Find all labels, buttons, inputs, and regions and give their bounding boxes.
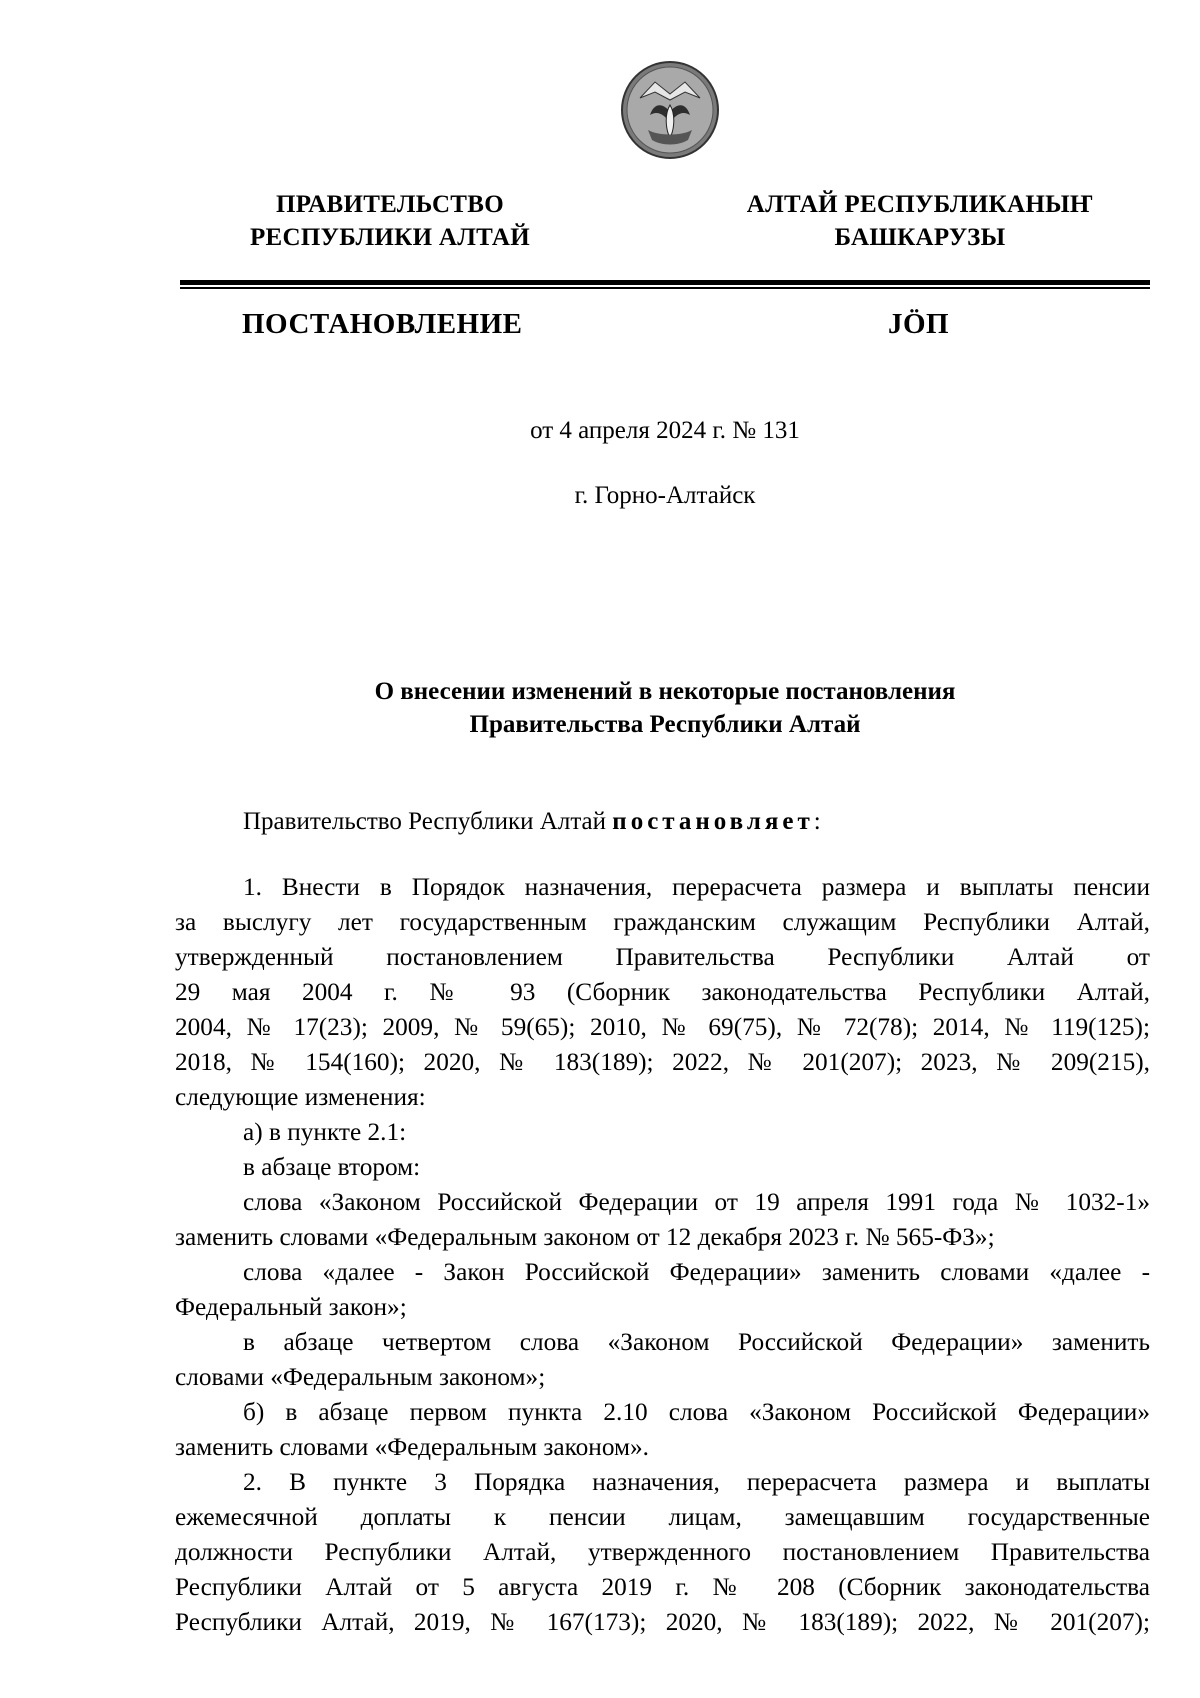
header-right-altai bbox=[720, 188, 1120, 254]
body-line: должности Республики Алтай, утвержденного постановлением Правительства bbox=[175, 1538, 1150, 1566]
body-line: 2004, № 17(23); 2009, № 59(65); 2010, № 69(75), № 72(78); 2014, № 119(125); bbox=[175, 1013, 1150, 1041]
header-divider-thick bbox=[180, 280, 1150, 285]
header-divider-thin bbox=[180, 287, 1150, 289]
body-line: утвержденный постановлением Правительства Республики Алтай от bbox=[175, 943, 1150, 971]
body-line: 29 мая 2004 г. № 93 (Сборник законодательства Республики Алтай, bbox=[175, 978, 1150, 1006]
header-left-line-2: РЕСПУБЛИКИ АЛТАЙ bbox=[249, 224, 530, 251]
header-right-line-2: БАШКАРУЗЫ bbox=[834, 224, 1006, 251]
header-left-russian bbox=[200, 188, 580, 254]
body-line: в абзаце четвертом слова «Законом Российской Федерации» заменить bbox=[243, 1328, 1150, 1356]
body-line: за выслугу лет государственным гражданским служащим Республики Алтай, bbox=[175, 908, 1150, 936]
header-right-line-1: АЛТАЙ РЕСПУБЛИКАНЫҤ bbox=[746, 191, 1094, 218]
intro-text: Правительство Республики Алтай bbox=[243, 808, 607, 835]
body-line: слова «далее - Закон Российской Федерации» заменить словами «далее - bbox=[243, 1258, 1150, 1286]
header-left-line-1: ПРАВИТЕЛЬСТВО bbox=[276, 191, 504, 218]
document-body bbox=[175, 870, 1150, 1640]
body-line: заменить словами «Федеральным законом». bbox=[175, 1433, 649, 1461]
body-line: словами «Федеральным законом»; bbox=[175, 1363, 546, 1391]
intro-suffix: : bbox=[813, 808, 821, 835]
body-line: 2. В пункте 3 Порядка назначения, перерасчета размера и выплаты bbox=[243, 1468, 1150, 1496]
decree-type-altai: JӦП bbox=[888, 308, 950, 340]
body-line: Федеральный закон»; bbox=[175, 1293, 407, 1321]
title-line-1: О внесении изменений в некоторые постановления bbox=[374, 678, 956, 705]
body-line: следующие изменения: bbox=[175, 1083, 426, 1111]
body-line: ежемесячной доплаты к пенсии лицам, замещавшим государственные bbox=[175, 1503, 1150, 1531]
body-line: 1. Внести в Порядок назначения, перерасчета размера и выплаты пенсии bbox=[243, 873, 1150, 901]
body-line: 2018, № 154(160); 2020, № 183(189); 2022, № 201(207); 2023, № 209(215), bbox=[175, 1048, 1150, 1076]
coat-of-arms-emblem bbox=[620, 60, 720, 160]
body-line: Республики Алтай, 2019, № 167(173); 2020, № 183(189); 2022, № 201(207); bbox=[175, 1608, 1150, 1636]
body-line: в абзаце втором: bbox=[243, 1153, 421, 1181]
decree-city: г. Горно-Алтайск bbox=[574, 482, 756, 509]
body-line: заменить словами «Федеральным законом от 12 декабря 2023 г. № 565-ФЗ»; bbox=[175, 1223, 995, 1251]
decree-date-number: от 4 апреля 2024 г. № 131 bbox=[530, 417, 800, 444]
body-line: а) в пункте 2.1: bbox=[243, 1118, 407, 1146]
intro-sentence bbox=[243, 808, 821, 836]
document-title bbox=[180, 675, 1150, 741]
body-line: слова «Законом Российской Федерации от 19 апреля 1991 года № 1032-1» bbox=[243, 1188, 1150, 1216]
intro-emphasis: постановляет bbox=[612, 808, 814, 835]
decree-type-russian: ПОСТАНОВЛЕНИЕ bbox=[242, 308, 523, 340]
body-line: б) в абзаце первом пункта 2.10 слова «Законом Российской Федерации» bbox=[243, 1398, 1150, 1426]
title-line-2: Правительства Республики Алтай bbox=[469, 711, 861, 738]
body-line: Республики Алтай от 5 августа 2019 г. № 208 (Сборник законодательства bbox=[175, 1573, 1150, 1601]
